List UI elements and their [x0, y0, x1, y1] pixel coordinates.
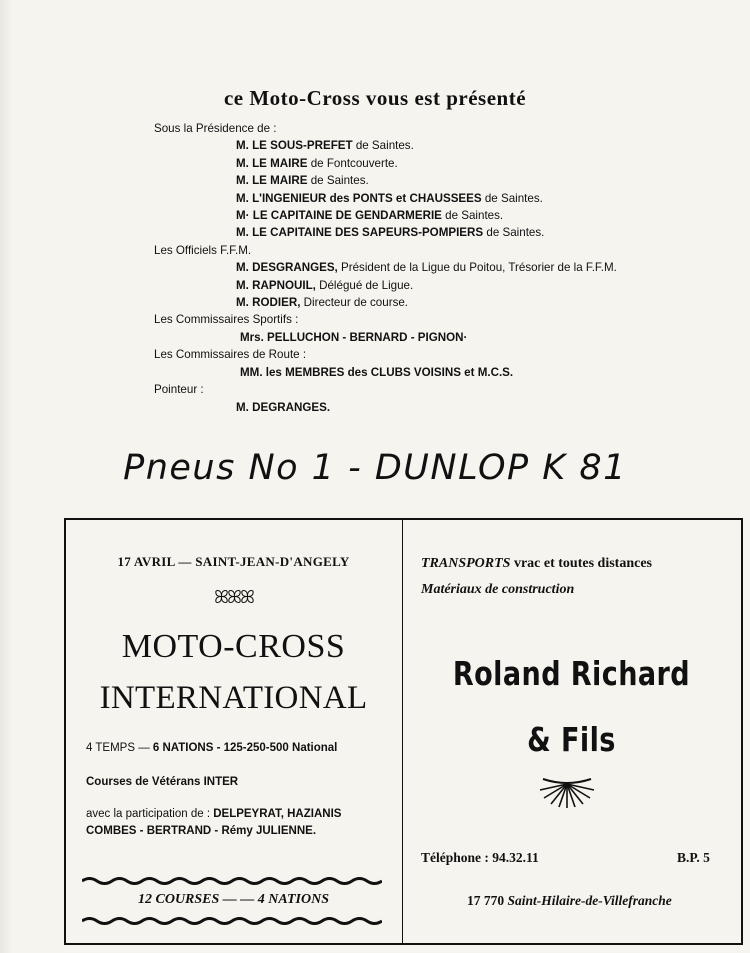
event-date-location: 17 AVRIL — SAINT-JEAN-D'ANGELY: [117, 554, 350, 569]
presidence-label: Sous la Présidence de :: [154, 122, 277, 135]
officiels-label: Les Officiels F.F.M.: [154, 243, 252, 257]
page-heading: ce Moto-Cross vous est présenté: [223, 86, 527, 110]
ornament-icon: ꕤꕤꕤ: [214, 587, 253, 607]
company-address: 17 770 Saint-Hilaire-de-Villefranche: [467, 893, 672, 908]
route-names: MM. les MEMBRES des CLUBS VOISINS et M.C.S.: [240, 365, 514, 379]
event-title-line2: INTERNATIONAL: [99, 680, 368, 716]
pointeur-label: Pointeur :: [154, 383, 204, 397]
presidence-entry: M· LE CAPITAINE DE GENDARMERIE de Saintes.: [236, 209, 504, 223]
materials-line: Matériaux de construction: [421, 582, 575, 597]
event-categories: 4 TEMPS — 6 NATIONS - 125-250-500 National: [86, 742, 338, 754]
event-advert: [64, 518, 403, 945]
wave-divider-top: [82, 876, 382, 886]
company-phone: Téléphone : 94.32.11: [421, 850, 539, 865]
officiel-entry: M. DESGRANGES, Président de la Ligue du Poitou, Trésorier de la F.F.M.: [236, 261, 617, 275]
officiel-entry: M. RAPNOUIL, Délégué de Ligue.: [236, 278, 414, 292]
event-participation: avec la participation de : DELPEYRAT, HAZIANIS: [86, 808, 342, 820]
company-name-line2: & Fils: [527, 720, 616, 759]
presidence-entry: M. LE SOUS-PREFET de Saintes.: [236, 139, 414, 153]
presidence-entry: M. LE MAIRE de Saintes.: [236, 174, 369, 188]
event-title-line1: MOTO-CROSS: [121, 628, 346, 665]
company-po-box: B.P. 5: [677, 850, 710, 865]
dunlop-slogan: Pneus No 1 - DUNLOP K 81: [123, 448, 627, 488]
route-label: Les Commissaires de Route :: [154, 348, 307, 362]
company-advert: [402, 518, 743, 945]
presidence-entry: M. LE CAPITAINE DES SAPEURS-POMPIERS de Saintes.: [236, 226, 545, 240]
event-participants: COMBES - BERTRAND - Rémy JULIENNE.: [86, 825, 317, 837]
sportifs-label: Les Commissaires Sportifs :: [154, 313, 299, 327]
sunburst-icon: [537, 776, 597, 810]
presidence-entry: M. L'INGENIEUR des PONTS et CHAUSSEES de Saintes.: [236, 191, 543, 205]
transports-line: TRANSPORTS vrac et toutes distances: [421, 556, 652, 571]
event-footer: 12 COURSES — — 4 NATIONS: [138, 892, 329, 907]
event-veterans: Courses de Vétérans INTER: [86, 776, 239, 788]
pointeur-name: M. DEGRANGES.: [236, 400, 331, 414]
officiel-entry: M. RODIER, Directeur de course.: [236, 296, 409, 310]
wave-divider-bottom: [82, 916, 382, 926]
credits-list: [0, 120, 750, 416]
sportifs-names: Mrs. PELLUCHON - BERNARD - PIGNON·: [240, 330, 468, 344]
presidence-entry: M. LE MAIRE de Fontcouverte.: [236, 156, 398, 170]
company-name-line1: Roland Richard: [452, 654, 691, 693]
